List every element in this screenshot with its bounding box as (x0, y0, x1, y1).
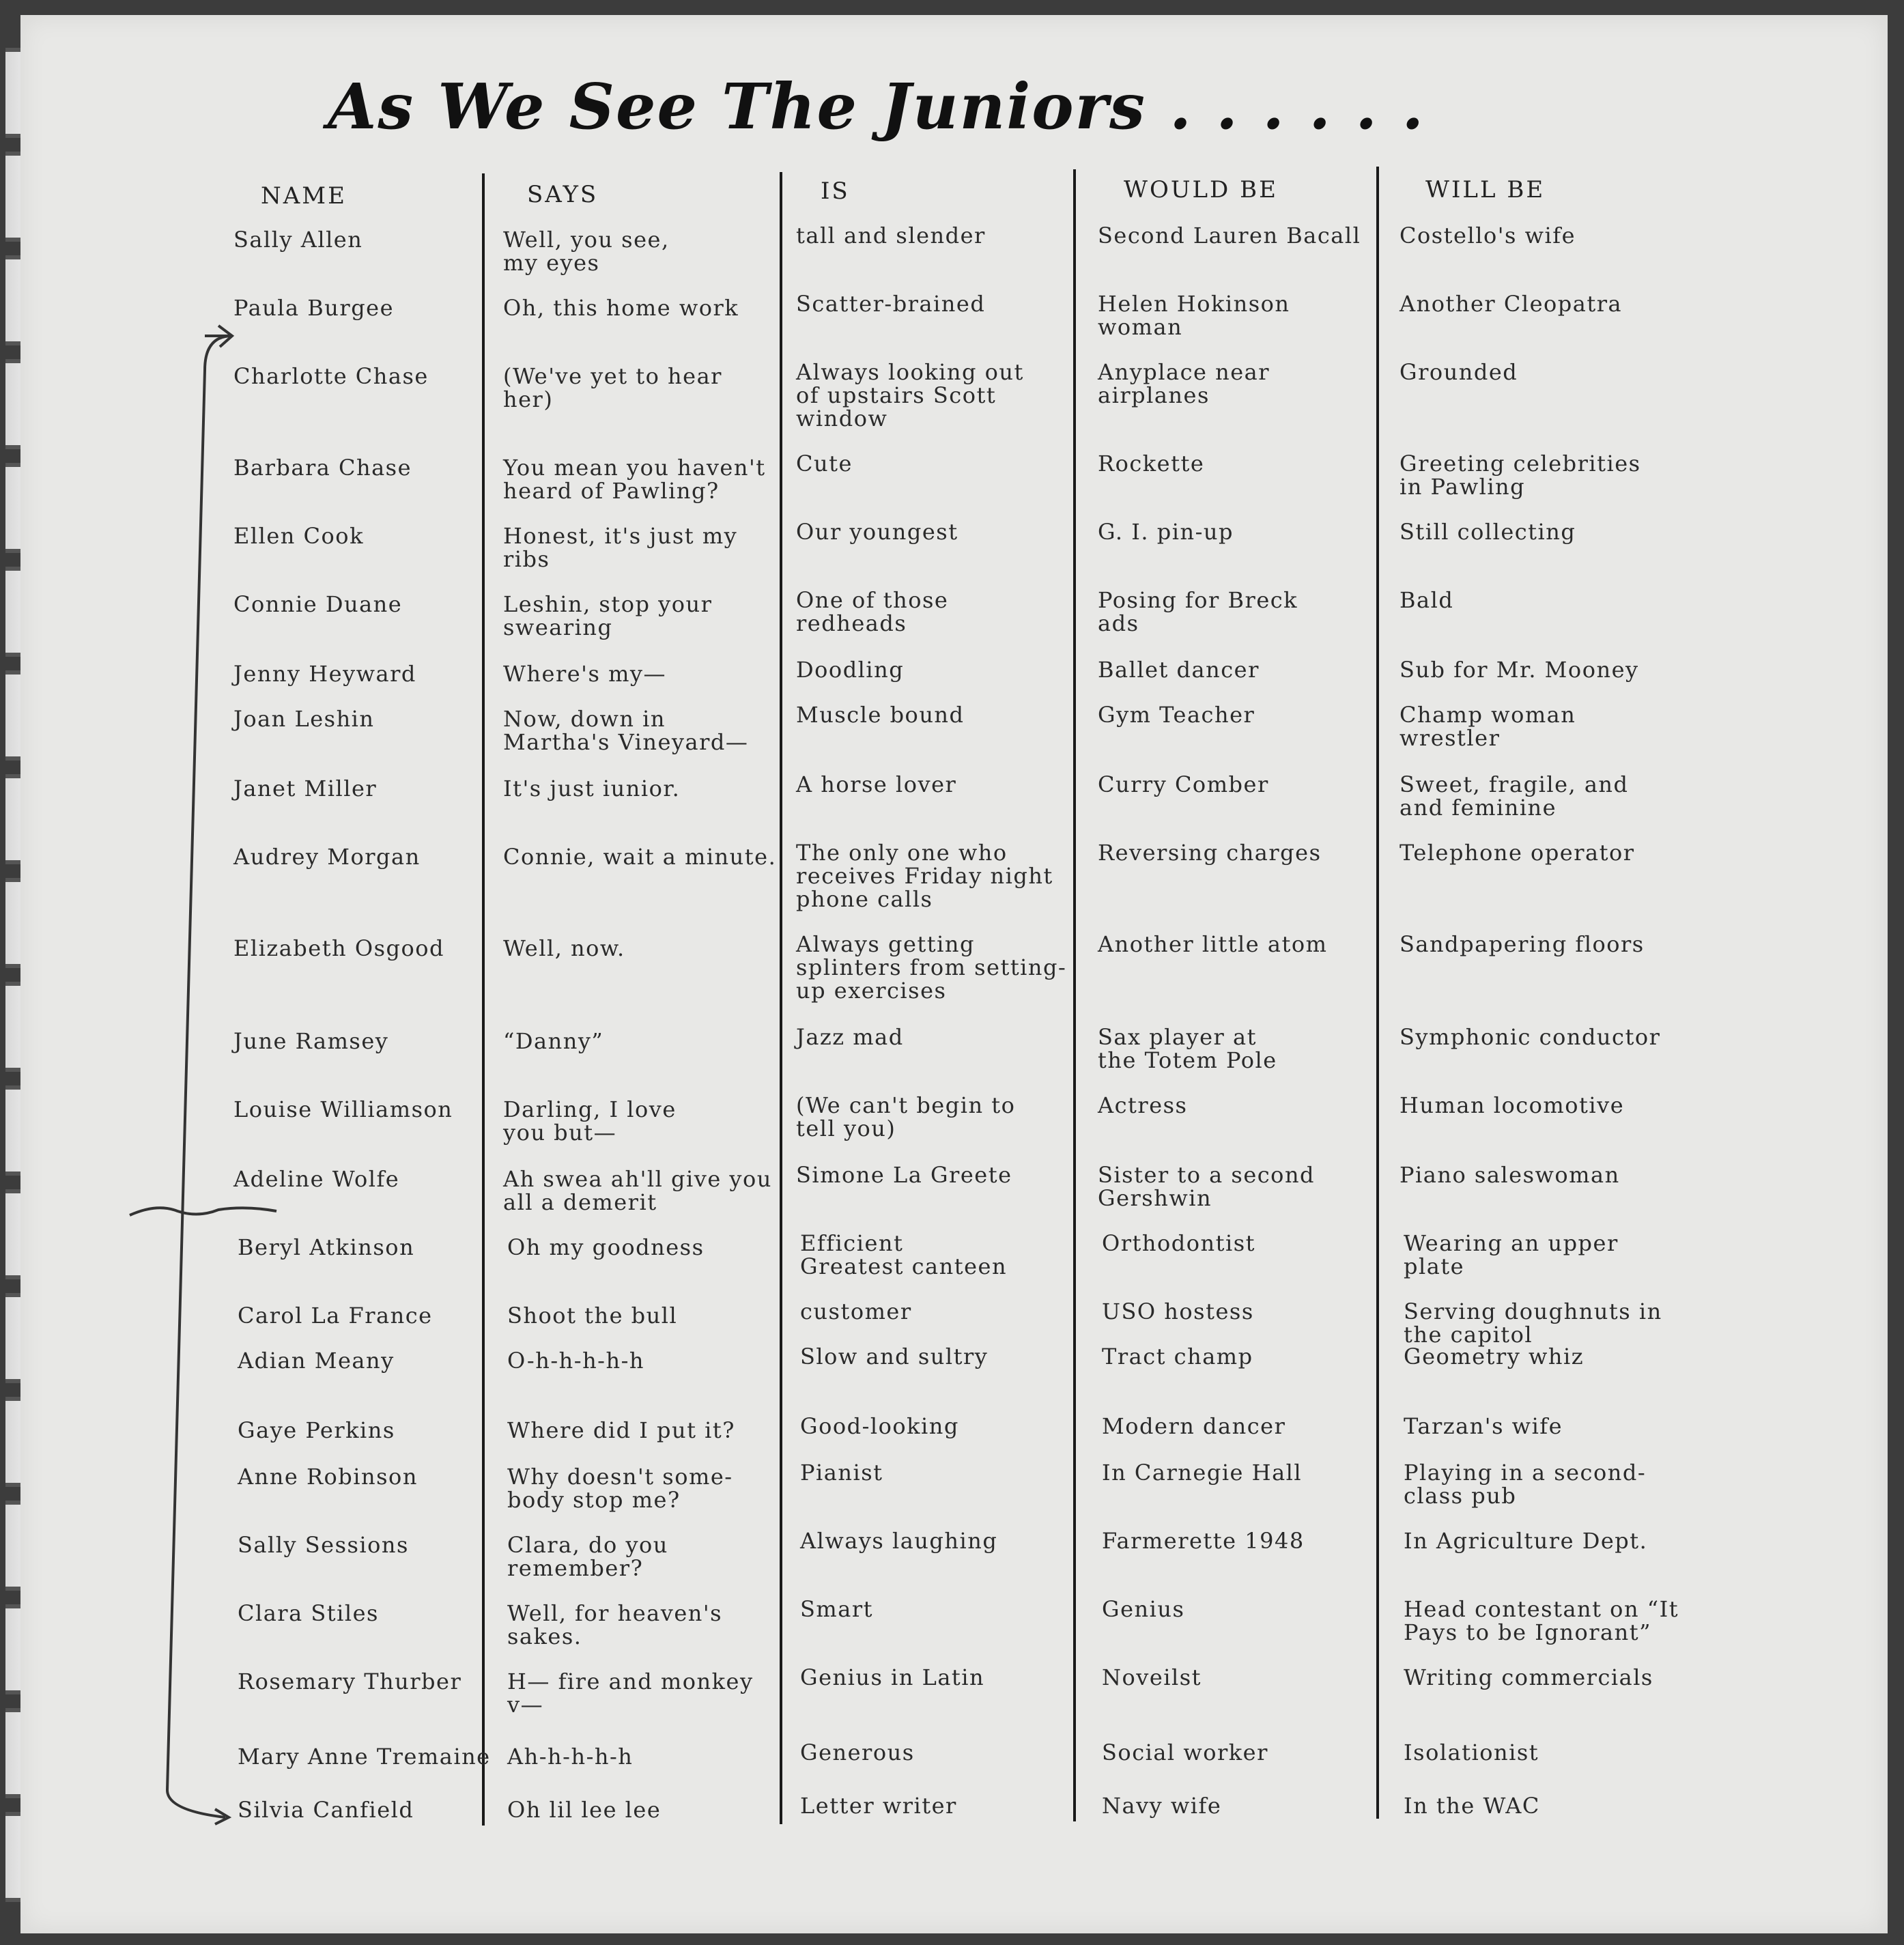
cell-will-be: Champ woman wrestler (1399, 702, 1576, 751)
cell-says: Oh my goodness (507, 1234, 705, 1260)
cell-is: Genius in Latin (800, 1664, 985, 1690)
cell-name: Louise Williamson (233, 1096, 453, 1122)
cell-name: Charlotte Chase (233, 363, 429, 389)
cell-name: Elizabeth Osgood (233, 935, 444, 961)
cell-says: H— fire and monkey v— (507, 1669, 754, 1718)
cell-would-be: Orthodontist (1102, 1230, 1255, 1256)
cell-name: Janet Miller (233, 776, 378, 801)
cell-is: Our youngest (796, 519, 958, 545)
cell-name: Jenny Heyward (233, 661, 416, 687)
cell-will-be: In Agriculture Dept. (1404, 1528, 1648, 1554)
cell-will-be: Serving doughnuts in the capitol (1404, 1298, 1662, 1348)
cell-name: Paula Burgee (233, 295, 395, 321)
cell-says: Connie, wait a minute. (503, 844, 777, 870)
cell-is: Scatter-brained (796, 291, 986, 317)
cell-says: Where's my— (503, 661, 666, 687)
cell-says: Ah-h-h-h-h (507, 1744, 634, 1770)
cell-is: The only one who receives Friday night phone calls (796, 840, 1053, 912)
cell-name: Gaye Perkins (238, 1417, 395, 1443)
cell-will-be: Head contestant on “It Pays to be Ignorant” (1404, 1596, 1679, 1645)
cell-will-be: Symphonic conductor (1399, 1024, 1661, 1050)
cell-is: Always looking out of upstairs Scott window (796, 359, 1024, 431)
cell-name: Audrey Morgan (233, 844, 421, 870)
cell-is: A horse lover (796, 771, 957, 797)
cell-name: June Ramsey (233, 1028, 389, 1054)
cell-says: Shoot the bull (507, 1303, 678, 1329)
divider-squiggle (130, 1208, 276, 1215)
cell-will-be: Still collecting (1399, 519, 1576, 545)
cell-will-be: Piano saleswoman (1399, 1162, 1620, 1188)
cell-would-be: Sister to a second Gershwin (1098, 1162, 1316, 1211)
cell-would-be: Helen Hokinson woman (1098, 291, 1290, 340)
cell-name: Anne Robinson (238, 1464, 418, 1490)
cell-says: O-h-h-h-h-h (507, 1348, 645, 1374)
cell-would-be: Social worker (1102, 1740, 1268, 1765)
cell-name: Carol La France (238, 1303, 433, 1329)
cell-says: Ah swea ah'll give you all a demerit (503, 1166, 772, 1215)
cell-is: tall and slender (796, 223, 986, 249)
cell-says: Honest, it's just my ribs (503, 523, 738, 572)
cell-says: It's just iunior. (503, 776, 681, 801)
cell-is: Good-looking (800, 1413, 959, 1439)
cell-will-be: Playing in a second- class pub (1404, 1460, 1647, 1509)
cell-name: Clara Stiles (238, 1600, 379, 1626)
cell-is: Muscle bound (796, 702, 965, 728)
cell-is: Doodling (796, 657, 905, 683)
cell-would-be: G. I. pin-up (1098, 519, 1234, 545)
cell-would-be: Farmerette 1948 (1102, 1528, 1305, 1554)
bracket-line (167, 336, 232, 1817)
cell-would-be: Second Lauren Bacall (1098, 223, 1361, 249)
cell-name: Connie Duane (233, 591, 403, 617)
cell-is: customer (800, 1298, 912, 1324)
cell-says: (We've yet to hear her) (503, 363, 722, 412)
cell-says: Oh lil lee lee (507, 1797, 662, 1823)
cell-is: Efficient Greatest canteen (800, 1230, 1008, 1279)
cell-is: Cute (796, 451, 853, 477)
cell-says: “Danny” (503, 1028, 604, 1054)
cell-would-be: Modern dancer (1102, 1413, 1286, 1439)
header-would-be: WOULD BE (1124, 176, 1278, 203)
yearbook-page (20, 15, 1888, 1933)
cell-will-be: Grounded (1399, 359, 1518, 385)
cell-is: Generous (800, 1740, 915, 1765)
cell-name: Rosemary Thurber (238, 1669, 462, 1694)
cell-name: Sally Allen (233, 227, 363, 253)
cell-says: Leshin, stop your swearing (503, 591, 713, 640)
cell-says: Where did I put it? (507, 1417, 735, 1443)
cell-will-be: Sub for Mr. Mooney (1399, 657, 1639, 683)
cell-name: Ellen Cook (233, 523, 364, 549)
cell-would-be: USO hostess (1102, 1298, 1254, 1324)
cell-name: Mary Anne Tremaine (238, 1744, 491, 1770)
cell-would-be: Another little atom (1098, 931, 1328, 957)
cell-will-be: Another Cleopatra (1399, 291, 1623, 317)
cell-name: Barbara Chase (233, 455, 412, 481)
cell-is: Always laughing (800, 1528, 998, 1554)
cell-will-be: Isolationist (1404, 1740, 1539, 1765)
cell-will-be: Bald (1399, 587, 1454, 613)
cell-says: Well, you see, my eyes (503, 227, 670, 276)
cell-will-be: Geometry whiz (1404, 1344, 1585, 1369)
cell-says: Well, now. (503, 935, 625, 961)
cell-is: (We can't begin to tell you) (796, 1092, 1016, 1141)
cell-would-be: Ballet dancer (1098, 657, 1260, 683)
cell-says: Now, down in Martha's Vineyard— (503, 706, 749, 755)
cell-is: Slow and sultry (800, 1344, 989, 1369)
cell-would-be: Sax player at the Totem Pole (1098, 1024, 1277, 1073)
cell-would-be: Curry Comber (1098, 771, 1269, 797)
cell-says: Why doesn't some- body stop me? (507, 1464, 733, 1513)
arrow-top-icon (205, 326, 232, 347)
cell-would-be: Noveilst (1102, 1664, 1202, 1690)
cell-will-be: Sweet, fragile, and and feminine (1399, 771, 1629, 821)
header-is: IS (821, 178, 850, 205)
cell-will-be: Sandpapering floors (1399, 931, 1645, 957)
cell-will-be: In the WAC (1404, 1793, 1540, 1819)
pencil-annotation (20, 15, 1888, 1933)
cell-is: Simone La Greete (796, 1162, 1012, 1188)
cell-name: Silvia Canfield (238, 1797, 414, 1823)
cell-would-be: Posing for Breck ads (1098, 587, 1298, 636)
page-title: As We See The Juniors . . . . . . (328, 70, 1425, 143)
cell-says: You mean you haven't heard of Pawling? (503, 455, 766, 504)
cell-would-be: Actress (1098, 1092, 1188, 1118)
cell-would-be: Gym Teacher (1098, 702, 1255, 728)
cell-will-be: Wearing an upper plate (1404, 1230, 1619, 1279)
cell-is: Letter writer (800, 1793, 957, 1819)
cell-would-be: In Carnegie Hall (1102, 1460, 1303, 1486)
cell-will-be: Greeting celebrities in Pawling (1399, 451, 1641, 500)
cell-name: Sally Sessions (238, 1532, 409, 1558)
cell-would-be: Tract champ (1102, 1344, 1253, 1369)
cell-name: Beryl Atkinson (238, 1234, 415, 1260)
cell-would-be: Rockette (1098, 451, 1205, 477)
cell-says: Oh, this home work (503, 295, 739, 321)
cell-is: Pianist (800, 1460, 883, 1486)
cell-would-be: Anyplace near airplanes (1098, 359, 1270, 408)
header-name: NAME (261, 182, 347, 210)
cell-says: Well, for heaven's sakes. (507, 1600, 723, 1649)
cell-is: Smart (800, 1596, 873, 1622)
cell-is: Jazz mad (796, 1024, 904, 1050)
cell-is: Always getting splinters from setting- up exercises (796, 931, 1067, 1004)
cell-will-be: Telephone operator (1399, 840, 1635, 866)
cell-will-be: Tarzan's wife (1404, 1413, 1563, 1439)
cell-would-be: Navy wife (1102, 1793, 1222, 1819)
cell-will-be: Human locomotive (1399, 1092, 1625, 1118)
cell-will-be: Costello's wife (1399, 223, 1576, 249)
header-says: SAYS (527, 181, 599, 208)
cell-name: Adeline Wolfe (233, 1166, 400, 1192)
cell-is: One of those redheads (796, 587, 949, 636)
cell-will-be: Writing commercials (1404, 1664, 1653, 1690)
cell-says: Clara, do you remember? (507, 1532, 668, 1581)
header-will-be: WILL BE (1425, 176, 1546, 203)
cell-name: Adian Meany (238, 1348, 395, 1374)
cell-says: Darling, I love you but— (503, 1096, 677, 1146)
cell-would-be: Genius (1102, 1596, 1185, 1622)
cell-name: Joan Leshin (233, 706, 375, 732)
cell-would-be: Reversing charges (1098, 840, 1322, 866)
